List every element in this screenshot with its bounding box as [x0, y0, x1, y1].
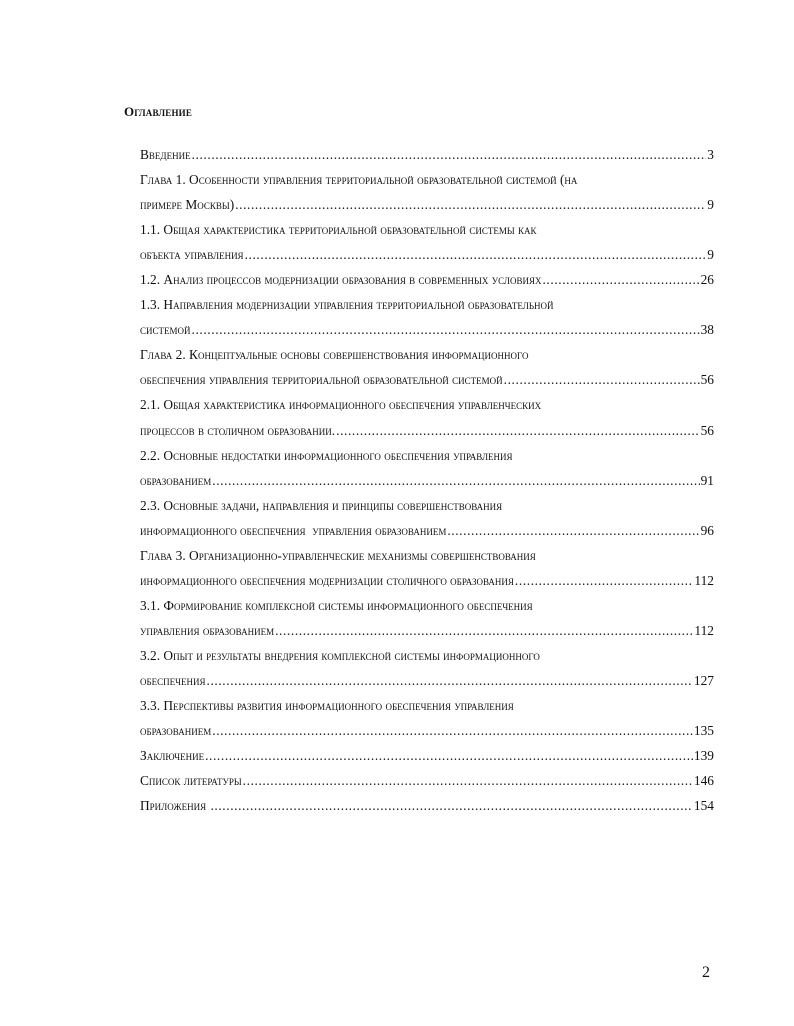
toc-entry-title-line: 2.1. Общая характеристика информационного обеспечения управленческих — [140, 397, 542, 413]
toc-entry-row — [140, 242, 714, 267]
toc-entry[interactable] — [140, 593, 714, 643]
toc-entry-title-line: 1.3. Направления модернизации управления территориальной образовательной — [140, 297, 554, 313]
toc-entry-title: процессов в столичном образовании. — [140, 422, 336, 438]
toc-entry[interactable] — [140, 142, 714, 167]
toc-entry-title: образованием — [140, 723, 212, 739]
toc-entry-title: обеспечения управления территориальной образовательной системой — [140, 372, 503, 388]
toc-entry-title: управления образованием — [140, 622, 275, 638]
dot-leader — [210, 793, 692, 818]
toc-entry-title-line: 3.3. Перспективы развития информационного обеспечения управления — [140, 698, 514, 714]
toc-entry-row — [140, 267, 714, 292]
toc-entry-page: 56 — [700, 422, 714, 438]
dot-leader — [205, 743, 693, 768]
toc-entry-title: информационного обеспечения модернизации столичного образования — [140, 572, 514, 588]
toc-entry-title-line: 1.1. Общая характеристика территориальной образовательной системы как — [140, 222, 537, 238]
toc-entry-row — [140, 568, 714, 593]
toc-entry-page: 9 — [707, 197, 714, 213]
dot-leader — [212, 468, 699, 493]
toc-entry-row — [140, 142, 714, 167]
toc-entry-page: 91 — [700, 472, 714, 488]
toc-entry-row — [140, 768, 714, 793]
toc-entry[interactable] — [140, 793, 714, 818]
toc-entry-title: образованием — [140, 472, 212, 488]
toc-entry-row — [140, 192, 714, 217]
toc-entry-title-line: 3.2. Опыт и результаты внедрения комплексной системы информационного — [140, 647, 540, 663]
dot-leader — [235, 192, 706, 217]
toc-entry-page: 9 — [707, 247, 714, 263]
toc-entry[interactable] — [140, 167, 714, 217]
table-of-contents — [140, 142, 714, 818]
toc-entry-title: Введение — [140, 147, 191, 162]
dot-leader — [447, 518, 699, 543]
toc-entry-title: 1.2. Анализ процессов модернизации образования в современных условиях — [140, 272, 542, 288]
toc-entry-page: 112 — [694, 622, 714, 638]
toc-entry-page: 112 — [694, 572, 714, 588]
toc-entry[interactable] — [140, 693, 714, 743]
toc-entry-title: Заключение — [140, 748, 205, 764]
toc-entry-row — [140, 468, 714, 493]
dot-leader — [336, 418, 699, 443]
toc-entry-title-line: Глава 3. Организационно-управленческие механизмы совершенствования — [140, 547, 536, 563]
toc-entry-title-line: 3.1. Формирование комплексной системы информационного обеспечения — [140, 597, 533, 613]
toc-entry-title-line: 2.2. Основные недостатки информационного обеспечения управления — [140, 447, 513, 463]
dot-leader — [192, 317, 700, 342]
toc-entry-page: 146 — [693, 773, 714, 789]
toc-entry-row — [140, 743, 714, 768]
toc-entry-row — [140, 793, 714, 818]
toc-entry-page: 127 — [693, 672, 714, 688]
toc-entry-page: 3 — [707, 147, 714, 162]
toc-entry[interactable] — [140, 493, 714, 543]
dot-leader — [192, 142, 707, 167]
dot-leader — [542, 267, 699, 292]
toc-entry-row — [140, 367, 714, 392]
toc-entry[interactable] — [140, 292, 714, 342]
toc-entry[interactable] — [140, 267, 714, 292]
toc-entry-title: примере Москвы) — [140, 197, 235, 213]
toc-entry-row — [140, 718, 714, 743]
toc-entry-page: 139 — [693, 748, 714, 764]
dot-leader — [243, 768, 693, 793]
toc-entry-row — [140, 518, 714, 543]
toc-entry-page: 96 — [700, 522, 714, 538]
toc-entry[interactable] — [140, 342, 714, 392]
dot-leader — [504, 367, 700, 392]
toc-entry[interactable] — [140, 217, 714, 267]
toc-entry-title-line: Глава 1. Особенности управления территориальной образовательной системой (на — [140, 172, 578, 188]
toc-entry[interactable] — [140, 392, 714, 442]
dot-leader — [212, 718, 693, 743]
toc-entry-page: 56 — [700, 372, 714, 388]
toc-entry[interactable] — [140, 443, 714, 493]
toc-entry-row — [140, 668, 714, 693]
dot-leader — [245, 242, 707, 267]
toc-entry-row — [140, 317, 714, 342]
toc-entry[interactable] — [140, 768, 714, 793]
toc-entry-row — [140, 618, 714, 643]
toc-entry-title: Список литературы — [140, 773, 242, 789]
dot-leader — [275, 618, 693, 643]
page-title: Оглавление — [124, 104, 193, 119]
toc-entry-title: обеспечения — [140, 672, 206, 688]
dot-leader — [515, 568, 693, 593]
toc-entry-page: 38 — [700, 322, 714, 338]
toc-entry[interactable] — [140, 643, 714, 693]
toc-entry-title: системой — [140, 322, 191, 338]
toc-entry-title: информационного обеспечения управления образованием — [140, 522, 447, 538]
toc-entry-row — [140, 418, 714, 443]
toc-entry-title: объекта управления — [140, 247, 244, 263]
toc-entry-page: 26 — [700, 272, 714, 288]
toc-entry-title-line: Глава 2. Концептуальные основы совершенствования информационного — [140, 347, 529, 363]
toc-entry-title-line: 2.3. Основные задачи, направления и принципы совершенствования — [140, 497, 503, 513]
toc-entry-page: 135 — [693, 723, 714, 739]
toc-entry[interactable] — [140, 543, 714, 593]
toc-entry-page: 154 — [693, 798, 714, 814]
toc-entry[interactable] — [140, 743, 714, 768]
page-number: 2 — [702, 964, 710, 981]
toc-entry-title: Приложения — [140, 798, 210, 814]
dot-leader — [207, 668, 693, 693]
